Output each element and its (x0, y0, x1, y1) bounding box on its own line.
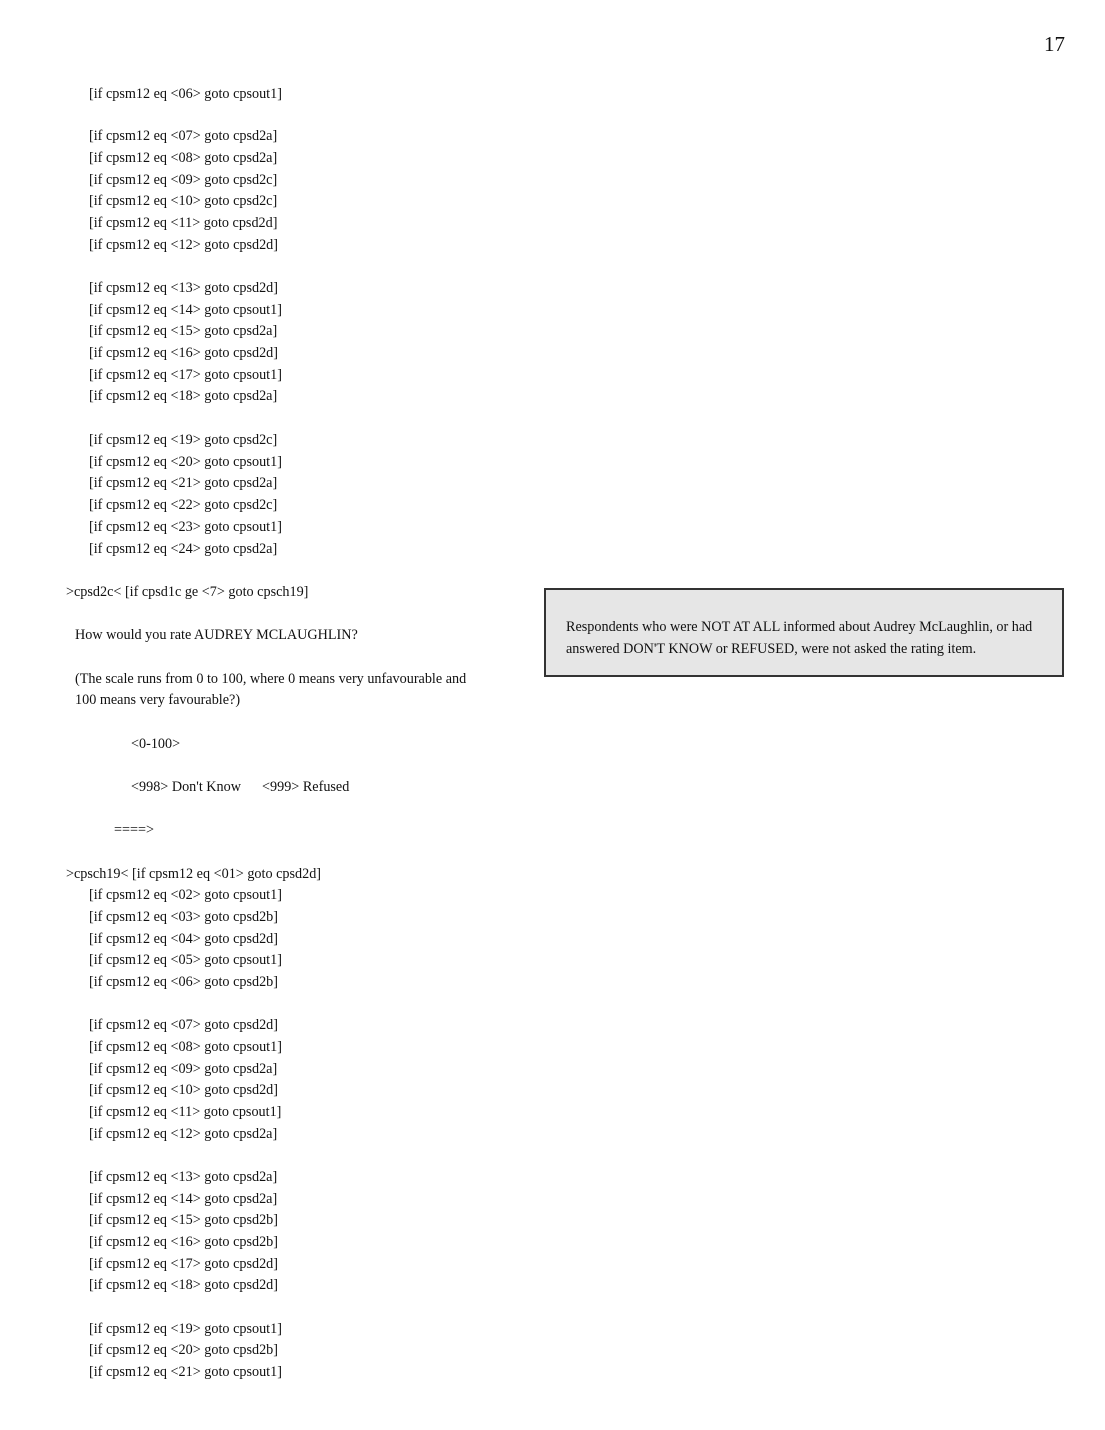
skip-rule: [if cpsm12 eq <12> goto cpsd2d] (89, 237, 278, 253)
response-refused: <999> Refused (262, 779, 350, 795)
skip-rule: [if cpsm12 eq <23> goto cpsout1] (89, 519, 282, 535)
skip-rule: [if cpsm12 eq <14> goto cpsout1] (89, 302, 282, 318)
skip-rule: [if cpsm12 eq <24> goto cpsd2a] (89, 541, 278, 557)
skip-rule: [if cpsm12 eq <20> goto cpsout1] (89, 454, 282, 470)
skip-rule: [if cpsm12 eq <19> goto cpsout1] (89, 1321, 282, 1337)
scale-instruction: (The scale runs from 0 to 100, where 0 means very unfavourable and (75, 671, 467, 687)
skip-rule: [if cpsm12 eq <07> goto cpsd2d] (89, 1017, 278, 1033)
skip-rule: [if cpsm12 eq <17> goto cpsd2d] (89, 1256, 278, 1272)
skip-rule: [if cpsm12 eq <02> goto cpsout1] (89, 887, 282, 903)
question-label: >cpsd2c< [if cpsd1c ge <7> goto cpsch19] (66, 584, 309, 600)
skip-rule: [if cpsm12 eq <13> goto cpsd2a] (89, 1169, 278, 1185)
skip-rule: [if cpsm12 eq <06> goto cpsout1] (89, 86, 282, 102)
skip-rule: [if cpsm12 eq <08> goto cpsd2a] (89, 150, 278, 166)
skip-rule: [if cpsm12 eq <10> goto cpsd2c] (89, 193, 278, 209)
note-line: Respondents who were NOT AT ALL informed about Audrey McLaughlin, or had (566, 619, 1033, 635)
skip-rule: [if cpsm12 eq <15> goto cpsd2b] (89, 1212, 278, 1228)
skip-rule: [if cpsm12 eq <21> goto cpsout1] (89, 1364, 282, 1380)
skip-rule: [if cpsm12 eq <18> goto cpsd2d] (89, 1277, 278, 1293)
skip-rule: [if cpsm12 eq <03> goto cpsd2b] (89, 909, 278, 925)
skip-rule: [if cpsm12 eq <21> goto cpsd2a] (89, 475, 278, 491)
skip-rule: [if cpsm12 eq <11> goto cpsd2d] (89, 215, 278, 231)
skip-rule: [if cpsm12 eq <16> goto cpsd2b] (89, 1234, 278, 1250)
page-number: 17 (1044, 32, 1065, 56)
skip-rule: [if cpsm12 eq <20> goto cpsd2b] (89, 1342, 278, 1358)
skip-rule: [if cpsm12 eq <17> goto cpsout1] (89, 367, 282, 383)
scale-instruction: 100 means very favourable?) (75, 692, 241, 708)
skip-rule: [if cpsm12 eq <16> goto cpsd2d] (89, 345, 278, 361)
skip-rule: [if cpsm12 eq <04> goto cpsd2d] (89, 931, 278, 947)
note-line: answered DON'T KNOW or REFUSED, were not asked the rating item. (566, 641, 977, 657)
skip-rule: [if cpsm12 eq <11> goto cpsout1] (89, 1104, 282, 1120)
response-range: <0-100> (131, 736, 181, 752)
skip-rule: [if cpsm12 eq <07> goto cpsd2a] (89, 128, 278, 144)
question-text: How would you rate AUDREY MCLAUGHLIN? (75, 627, 358, 643)
skip-rule: [if cpsm12 eq <12> goto cpsd2a] (89, 1126, 278, 1142)
response-dont-know: <998> Don't Know (131, 779, 241, 795)
skip-rule: [if cpsm12 eq <15> goto cpsd2a] (89, 323, 278, 339)
skip-rule: [if cpsm12 eq <19> goto cpsd2c] (89, 432, 278, 448)
note-box (544, 588, 1064, 677)
skip-rule: [if cpsm12 eq <18> goto cpsd2a] (89, 388, 278, 404)
skip-rule: [if cpsm12 eq <05> goto cpsout1] (89, 952, 282, 968)
skip-rule: [if cpsm12 eq <09> goto cpsd2a] (89, 1061, 278, 1077)
skip-rule: [if cpsm12 eq <22> goto cpsd2c] (89, 497, 278, 513)
skip-rule: [if cpsm12 eq <13> goto cpsd2d] (89, 280, 278, 296)
skip-rule: [if cpsm12 eq <06> goto cpsd2b] (89, 974, 278, 990)
skip-rule: [if cpsm12 eq <14> goto cpsd2a] (89, 1191, 278, 1207)
skip-rule: [if cpsm12 eq <08> goto cpsout1] (89, 1039, 282, 1055)
skip-label: >cpsch19< [if cpsm12 eq <01> goto cpsd2d] (66, 866, 322, 882)
entry-arrow: ====> (114, 822, 155, 838)
skip-rule: [if cpsm12 eq <09> goto cpsd2c] (89, 172, 278, 188)
skip-rule: [if cpsm12 eq <10> goto cpsd2d] (89, 1082, 278, 1098)
